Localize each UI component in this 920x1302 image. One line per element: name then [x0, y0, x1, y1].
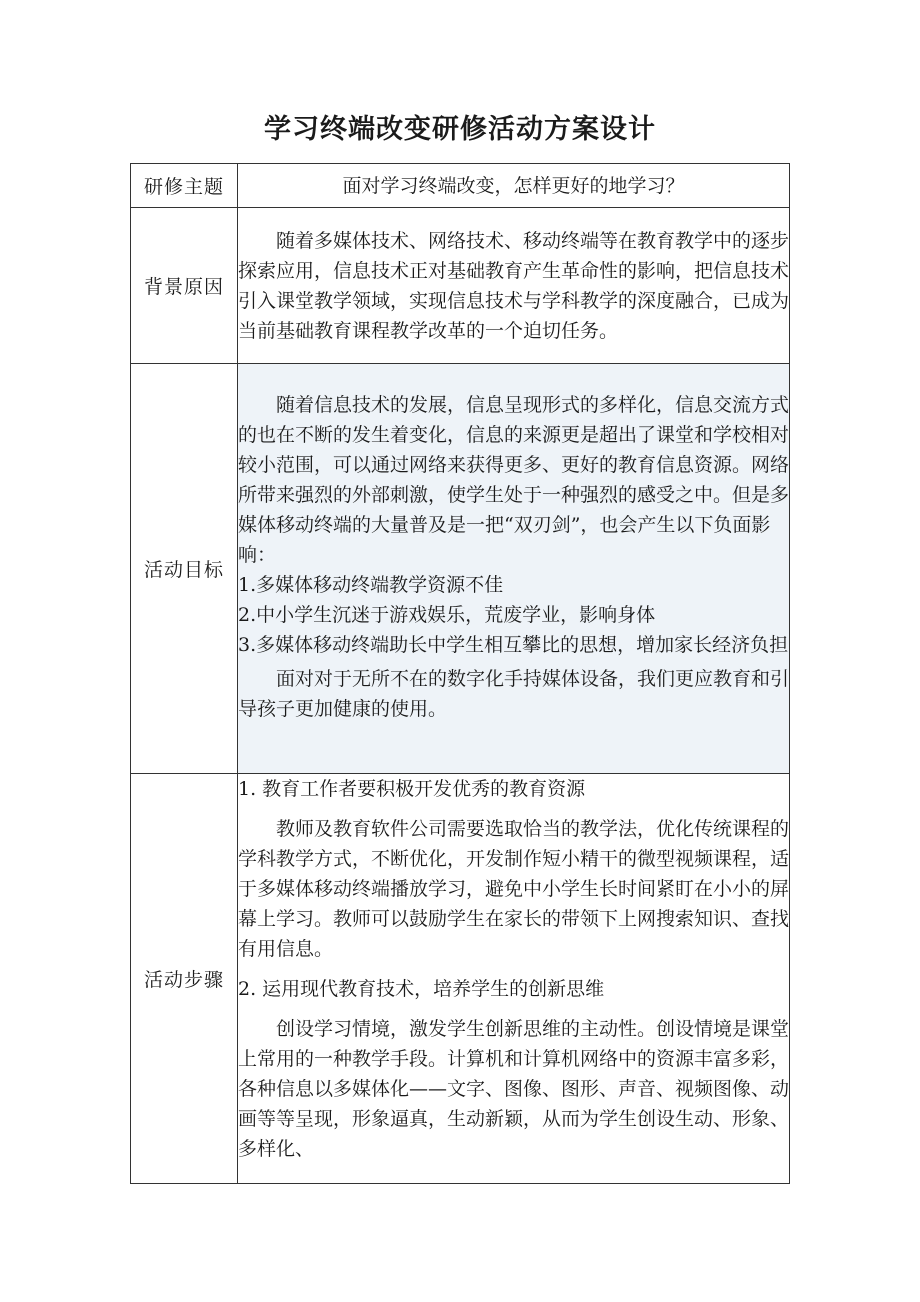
document-title: 学习终端改变研修活动方案设计: [264, 114, 656, 145]
background-text: 随着多媒体技术、网络技术、移动终端等在教育教学中的逐步探索应用，信息技术正对基础教育产生革命性的影响，把信息技术引入课堂教学领域，实现信息技术与学科教学的深度融合，已成为当前基础教育课程教学改革的一个迫切任务。: [238, 229, 790, 342]
table-row-goal: [131, 364, 790, 774]
topic-text: 面对学习终端改变，怎样更好的地学习？: [342, 174, 685, 197]
cell-topic: [238, 164, 790, 208]
cell-goal: [238, 364, 790, 774]
table-row-steps: [131, 774, 790, 1184]
label-topic: 研修主题: [131, 164, 238, 208]
step1-text: 教师及教育软件公司需要选取恰当的教学法，优化传统课程的学科教学方式，不断优化，开发制作短小精干的微型视频课程，适于多媒体移动终端播放学习，避免中小学生长时间紧盯在小小的屏幕上学习。教师可以鼓励学生在家长的带领下上网搜索知识、查找有用信息。: [238, 818, 790, 960]
spacer: [238, 804, 789, 814]
spacer: [238, 1004, 789, 1014]
label-goal: 活动目标: [131, 364, 238, 774]
spacer: [238, 724, 789, 748]
goal-intro: 随着信息技术的发展，信息呈现形式的多样化，信息交流方式的也在不断的发生着变化，信息的来源更是超出了课堂和学校相对较小范围，可以通过网络来获得更多、更好的教育信息资源。网络所带来强烈的外部刺激，使学生处于一种强烈的感受之中。但是多媒体移动终端的大量普及是一把“双刃剑”，也会产生以下负面影响：: [238, 393, 790, 566]
cell-steps: [238, 774, 790, 1184]
plan-table: [130, 163, 790, 1184]
spacer: [238, 964, 789, 974]
label-steps: 活动步骤: [131, 774, 238, 1184]
label-background: 背景原因: [131, 208, 238, 364]
table-row-topic: [131, 164, 790, 208]
step2-text: 创设学习情境，激发学生创新思维的主动性。创设情境是课堂上常用的一种教学手段。计算机和计算机网络中的资源丰富多彩，各种信息以多媒体化——文字、图像、图形、声音、视频图像、动画等等呈现，形象逼真，生动新颖，从而为学生创设生动、形象、多样化、: [238, 1018, 790, 1160]
step2-heading: 2. 运用现代教育技术，培养学生的创新思维: [238, 978, 605, 1000]
goal-closing: 面对对于无所不在的数字化手持媒体设备，我们更应教育和引导孩子更加健康的使用。: [238, 667, 790, 720]
goal-item-1: 1.多媒体移动终端教学资源不佳: [238, 573, 504, 596]
step1-heading: 1. 教育工作者要积极开发优秀的教育资源: [238, 778, 586, 800]
goal-item-2: 2.中小学生沉迷于游戏娱乐，荒废学业，影响身体: [238, 603, 656, 626]
cell-background: [238, 208, 790, 364]
table-row-background: [131, 208, 790, 364]
goal-item-3: 3.多媒体移动终端助长中学生相互攀比的思想，增加家长经济负担: [238, 633, 789, 656]
